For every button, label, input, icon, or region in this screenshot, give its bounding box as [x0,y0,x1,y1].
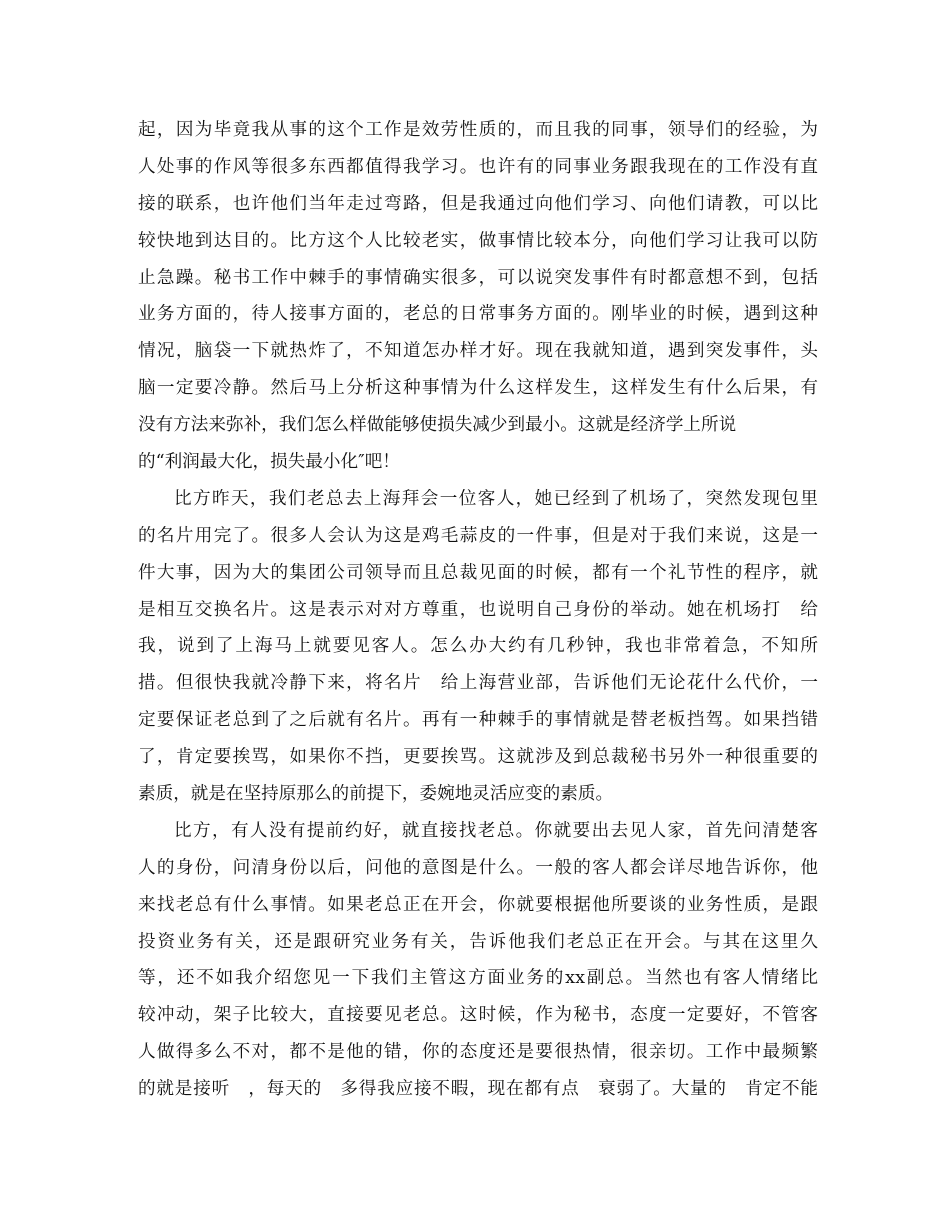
text-line: 没有方法来弥补，我们怎么样做能够使损失减少到最小。这就是经济学上所说 [138,415,737,436]
text-line: 我，说到了上海马上就要见客人。怎么办大约有几秒钟，我也非常着急，不知所 [138,636,818,657]
text-line: 件大事，因为大的集团公司领导而且总裁见面的时候，都有一个礼节性的程序，就 [138,562,818,583]
text-line: 来找老总有什么事情。如果老总正在开会，你就要根据他所要谈的业务性质，是跟 [138,894,818,915]
text-line: 素质，就是在坚持原那么的前提下，委婉地灵活应变的素质。 [138,784,614,805]
text-line: 起，因为毕竟我从事的这个工作是效劳性质的，而且我的同事，领导们的经验，为 [138,120,818,140]
text-line: 止急躁。秘书工作中棘手的事情确实很多，可以说突发事件有时都意想不到，包括 [138,267,818,288]
text-line: 人做得多么不对，都不是他的错，你的态度还是要很热情，很亲切。工作中最频繁 [138,1042,818,1063]
text-line: 较冲动，架子比较大，直接要见老总。这时候，作为秘书，态度一定要好，不管客 [138,1005,818,1026]
document-body [138,112,818,1108]
text-line: 的“利润最大化，损失最小化″吧！ [138,452,400,473]
text-line: 投资业务有关，还是跟研究业务有关，告诉他我们老总正在开会。与其在这里久 [138,931,818,952]
text-line: 等，还不如我介绍您见一下我们主管这方面业务的xx副总。当然也有客人情绪比 [138,968,818,989]
text-line: 脑一定要冷静。然后马上分析这种事情为什么这样发生，这样发生有什么后果，有 [138,378,818,399]
text-line: 接的联系，也许他们当年走过弯路，但是我通过向他们学习、向他们请教，可以比 [138,193,818,214]
text-line: 较快地到达目的。比方这个人比较老实，做事情比较本分，向他们学习让我可以防 [138,230,818,251]
text-line: 是相互交换名片。这是表示对对方尊重，也说明自己身份的举动。她在机场打 给 [138,599,818,620]
text-line: 定要保证老总到了之后就有名片。再有一种棘手的事情就是替老板挡驾。如果挡错 [138,710,818,731]
text-line: 人处事的作风等很多东西都值得我学习。也许有的同事业务跟我现在的工作没有直 [138,156,818,177]
text-line: 人的身份，问清身份以后，问他的意图是什么。一般的客人都会详尽地告诉你，他 [138,857,818,878]
paragraph-first-line: 比方昨天，我们老总去上海拜会一位客人，她已经到了机场了，突然发现包里 [174,488,818,509]
text-line: 的就是接听 ，每天的 多得我应接不暇，现在都有点 衰弱了。大量的 肯定不能 [138,1079,818,1100]
text-line: 情况，脑袋一下就热炸了，不知道怎办样才好。现在我就知道，遇到突发事件，头 [138,341,818,362]
text-line: 业务方面的，待人接事方面的，老总的日常事务方面的。刚毕业的时候，遇到这种 [138,304,818,325]
text-line: 的名片用完了。很多人会认为这是鸡毛蒜皮的一件事，但是对于我们来说，这是一 [138,525,818,546]
paragraph-first-line: 比方，有人没有提前约好，就直接找老总。你就要出去见人家，首先问清楚客 [174,820,818,841]
text-line: 措。但很快我就冷静下来，将名片 给上海营业部，告诉他们无论花什么代价，一 [138,673,818,694]
text-line: 了，肯定要挨骂，如果你不挡，更要挨骂。这就涉及到总裁秘书另外一种很重要的 [138,747,818,768]
